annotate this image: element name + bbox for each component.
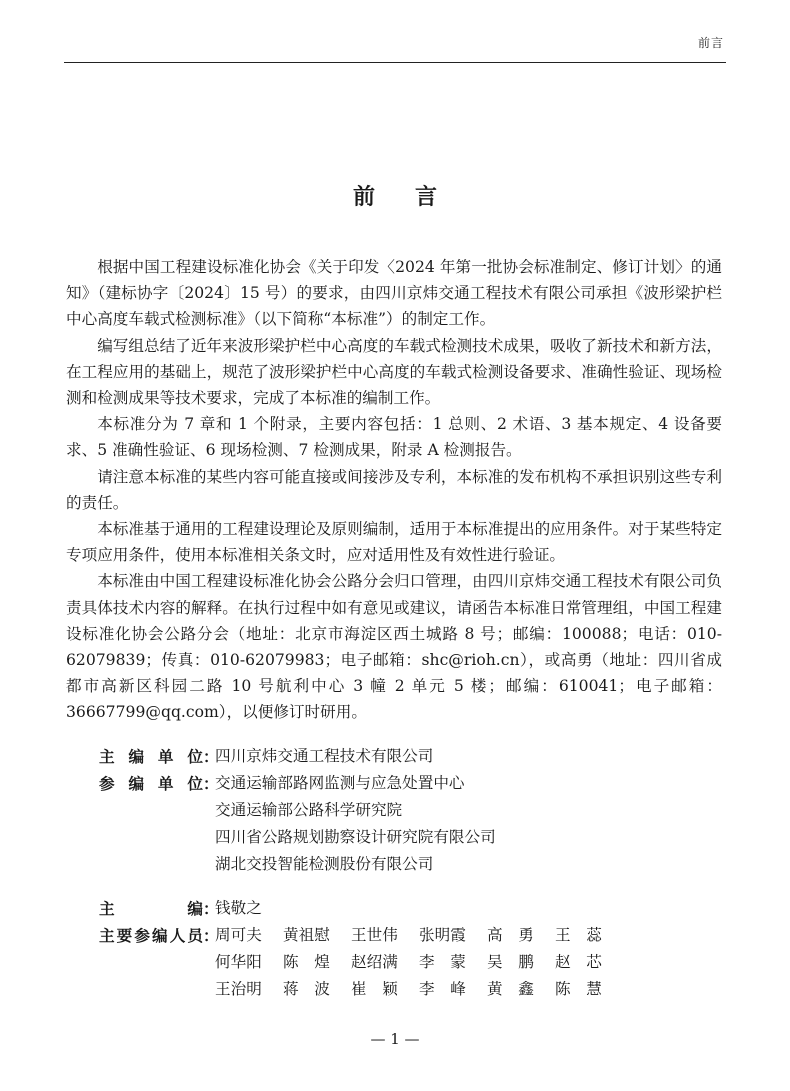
paragraph: 本标准由中国工程建设标准化协会公路分会归口管理，由四川京炜交通工程技术有限公司负责具体技术内容的解释。在执行过程中如有意见或建议，请函告本标准日常管理组，中国工程建设标准化协会公路分会（地址：北京市海淀区西土城路 8 号；邮编：100088；电话：010-62079839；传真：010-62079983；电子邮箱：shc@rioh.cn），或高勇（地址：四川省成都市高新区科园二路 10 号航利中心 3 幢 2 单元 5 楼；邮编：610041；电子邮箱：36667799@qq.com），以便修订时研用。 [66, 572, 722, 722]
participating-units-label: 参编单位 [99, 774, 203, 793]
participant-name: 王治明 [215, 980, 262, 998]
participant-name: 周可夫 [215, 926, 262, 944]
participant-name: 黄祖慰 [283, 926, 330, 944]
page-number: — 1 — [370, 1030, 420, 1048]
participant-name: 李 蒙 [419, 953, 466, 971]
running-head: 前言 [697, 36, 724, 50]
main-participants-list [215, 922, 659, 1003]
participating-unit: 交通运输部路网监测与应急处置中心 [215, 774, 465, 792]
participant-name: 蒋 波 [283, 980, 330, 998]
chief-editor-row [99, 895, 659, 922]
participant-name: 高 勇 [487, 926, 534, 944]
paragraph: 本标准分为 7 章和 1 个附录，主要内容包括：1 总则、2 术语、3 基本规定、4 设备要求、5 准确性验证、6 现场检测、7 检测成果，附录 A 检测报告。 [66, 415, 722, 460]
participant-name: 王世伟 [351, 926, 398, 944]
main-participants-row [99, 922, 659, 1003]
credits-block [99, 743, 659, 1003]
participant-name: 李 峰 [419, 980, 466, 998]
participating-unit: 湖北交投智能检测股份有限公司 [215, 855, 434, 873]
participant-name: 黄 鑫 [487, 980, 534, 998]
participant-name: 陈 煌 [283, 953, 330, 971]
paragraph: 根据中国工程建设标准化协会《关于印发〈2024 年第一批协会标准制定、修订计划〉的通知》（建标协字〔2024〕15 号）的要求，由四川京炜交通工程技术有限公司承担《波形梁护栏中心高度车载式检测标准》（以下简称“本标准”）的制定工作。 [66, 258, 722, 329]
chief-editor: 钱敬之 [215, 899, 262, 917]
participating-units-row [99, 770, 659, 878]
participant-name: 何华阳 [215, 953, 262, 971]
chief-unit-row [99, 743, 659, 770]
paragraph: 编写组总结了近年来波形梁护栏中心高度的车载式检测技术成果，吸收了新技术和新方法，在工程应用的基础上，规范了波形梁护栏中心高度的车载式检测设备要求、准确性验证、现场检测和检测成果等技术要求，完成了本标准的编制工作。 [66, 336, 722, 408]
colon: ： [203, 926, 219, 945]
colon: ： [203, 747, 219, 766]
participant-name: 赵绍满 [351, 953, 398, 971]
header-rule [64, 62, 726, 63]
body-text [66, 254, 722, 726]
page-title: 前言 [352, 184, 477, 210]
paragraph: 本标准基于通用的工程建设理论及原则编制，适用于本标准提出的应用条件。对于某些特定专项应用条件，使用本标准相关条文时，应对适用性及有效性进行验证。 [66, 520, 722, 565]
participant-name: 吴 鹏 [487, 953, 534, 971]
participant-name: 崔 颖 [351, 980, 398, 998]
participant-name: 陈 慧 [555, 980, 602, 998]
spacer [99, 878, 659, 895]
colon: ： [203, 774, 219, 793]
participant-name: 张明霞 [419, 926, 466, 944]
participant-name: 王 蕊 [555, 926, 602, 944]
participating-unit: 四川省公路规划勘察设计研究院有限公司 [215, 828, 496, 846]
paragraph: 请注意本标准的某些内容可能直接或间接涉及专利，本标准的发布机构不承担识别这些专利的责任。 [66, 467, 722, 512]
chief-unit-label: 主编单位 [99, 747, 203, 766]
participating-units-list [215, 770, 659, 878]
colon: ： [203, 899, 219, 918]
participating-unit: 交通运输部公路科学研究院 [215, 801, 403, 819]
participant-name: 赵 芯 [555, 953, 602, 971]
main-participants-label: 主要参编人员 [99, 926, 203, 945]
chief-editor-label: 主编 [99, 899, 203, 918]
chief-unit: 四川京炜交通工程技术有限公司 [215, 747, 434, 765]
